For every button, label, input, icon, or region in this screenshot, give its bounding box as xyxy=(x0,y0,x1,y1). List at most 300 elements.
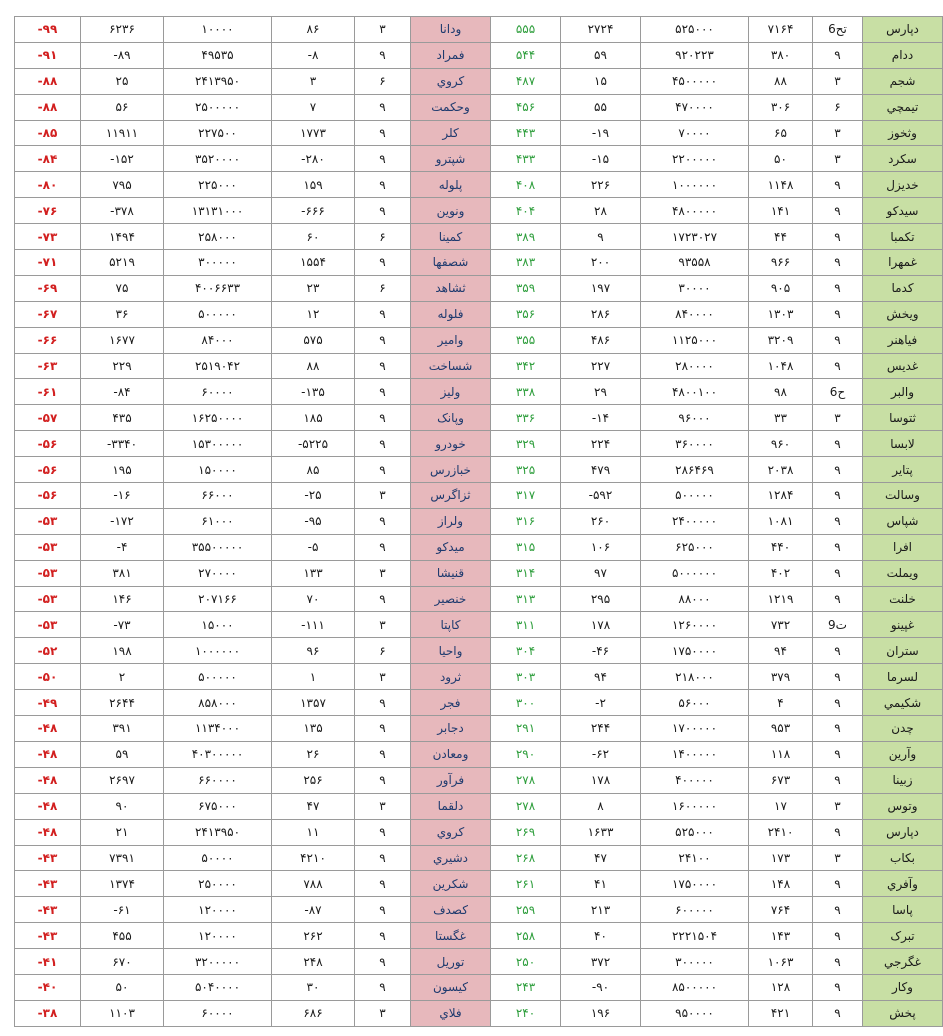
value-d-cell: ۸۸ xyxy=(749,68,813,94)
value-a-cell: ۶۲۳۶ xyxy=(81,17,164,43)
symbol-a-cell: شکیمي xyxy=(863,690,943,716)
symbol-b-cell: شکرین xyxy=(411,871,491,897)
volume-a-cell: ۸۴۰۰۰ xyxy=(164,327,272,353)
period-b-cell: ۹ xyxy=(813,560,863,586)
table-row xyxy=(15,198,943,224)
volume-a-cell: ۲۲۵۰۰۰ xyxy=(164,172,272,198)
volume-b-cell: ۲۱۸۰۰۰ xyxy=(641,664,749,690)
value-a-cell: -۱۵۲ xyxy=(81,146,164,172)
table-row xyxy=(15,483,943,509)
value-a-cell: ۲۱ xyxy=(81,819,164,845)
value-d-cell: ۱۳۰۳ xyxy=(749,301,813,327)
value-d-cell: ۳۷۹ xyxy=(749,664,813,690)
period-b-cell: ۹ xyxy=(813,716,863,742)
symbol-a-cell: غمهرا xyxy=(863,250,943,276)
score-cell: ۳۴۲ xyxy=(491,353,561,379)
value-b-cell: ۴۲۱۰ xyxy=(272,845,355,871)
period-a-cell: ۹ xyxy=(355,716,411,742)
table-row xyxy=(15,431,943,457)
value-a-cell: ۶۷۰ xyxy=(81,949,164,975)
value-d-cell: ۲۴۱۰ xyxy=(749,819,813,845)
value-c-cell: ۲۲۷ xyxy=(561,353,641,379)
value-d-cell: ۴۲۱ xyxy=(749,1000,813,1026)
score-cell: ۴۴۳ xyxy=(491,120,561,146)
volume-a-cell: ۳۲۰۰۰۰۰ xyxy=(164,949,272,975)
symbol-b-cell: فمراد xyxy=(411,42,491,68)
symbol-b-cell: کاپتا xyxy=(411,612,491,638)
rank-change-cell: -۴۸ xyxy=(15,741,81,767)
period-a-cell: ۶ xyxy=(355,638,411,664)
volume-a-cell: ۶۶۰۰۰ xyxy=(164,483,272,509)
rank-change-cell: -۸۵ xyxy=(15,120,81,146)
table-row xyxy=(15,974,943,1000)
value-c-cell: ۲۶۰ xyxy=(561,508,641,534)
value-c-cell: ۴۸۶ xyxy=(561,327,641,353)
period-a-cell: ۹ xyxy=(355,819,411,845)
value-c-cell: ۲۸۶ xyxy=(561,301,641,327)
table-row xyxy=(15,560,943,586)
table-row xyxy=(15,68,943,94)
table-row xyxy=(15,923,943,949)
period-a-cell: ۶ xyxy=(355,68,411,94)
score-cell: ۲۵۸ xyxy=(491,923,561,949)
value-b-cell: -۵۲۲۵ xyxy=(272,431,355,457)
volume-a-cell: ۱۳۱۳۱۰۰۰ xyxy=(164,198,272,224)
symbol-a-cell: ویخش xyxy=(863,301,943,327)
period-a-cell: ۳ xyxy=(355,17,411,43)
volume-a-cell: ۲۴۱۳۹۵۰ xyxy=(164,68,272,94)
symbol-b-cell: ثزاگرس xyxy=(411,483,491,509)
rank-change-cell: -۵۶ xyxy=(15,483,81,509)
period-a-cell: ۶ xyxy=(355,275,411,301)
symbol-b-cell: خبازرس xyxy=(411,457,491,483)
data-table xyxy=(14,16,943,1027)
table-row xyxy=(15,224,943,250)
table-row xyxy=(15,42,943,68)
volume-a-cell: ۱۵۰۰۰۰ xyxy=(164,457,272,483)
period-b-cell: ۳ xyxy=(813,405,863,431)
period-a-cell: ۹ xyxy=(355,508,411,534)
period-a-cell: ۳ xyxy=(355,793,411,819)
symbol-b-cell: شصفها xyxy=(411,250,491,276)
period-a-cell: ۹ xyxy=(355,871,411,897)
score-cell: ۳۱۷ xyxy=(491,483,561,509)
value-c-cell: -۱۴ xyxy=(561,405,641,431)
score-cell: ۲۷۸ xyxy=(491,793,561,819)
volume-b-cell: ۴۷۰۰۰۰ xyxy=(641,94,749,120)
value-a-cell: ۳۹۱ xyxy=(81,716,164,742)
value-a-cell: ۷۳۹۱ xyxy=(81,845,164,871)
volume-b-cell: ۲۲۲۱۵۰۴ xyxy=(641,923,749,949)
table-row xyxy=(15,845,943,871)
period-b-cell: ۹ xyxy=(813,457,863,483)
value-b-cell: ۱۳۳ xyxy=(272,560,355,586)
symbol-a-cell: غگرجي xyxy=(863,949,943,975)
symbol-a-cell: شجم xyxy=(863,68,943,94)
volume-a-cell: ۳۰۰۰۰۰ xyxy=(164,250,272,276)
period-a-cell: ۹ xyxy=(355,974,411,1000)
value-c-cell: ۴۱ xyxy=(561,871,641,897)
value-b-cell: ۵۷۵ xyxy=(272,327,355,353)
symbol-b-cell: ودانا xyxy=(411,17,491,43)
value-d-cell: ۴۴ xyxy=(749,224,813,250)
volume-b-cell: ۱۷۰۰۰۰۰ xyxy=(641,716,749,742)
symbol-b-cell: قنیشا xyxy=(411,560,491,586)
symbol-b-cell: میدکو xyxy=(411,534,491,560)
volume-b-cell: ۲۸۶۴۶۹ xyxy=(641,457,749,483)
value-a-cell: ۲۶۹۷ xyxy=(81,767,164,793)
period-b-cell: ۳ xyxy=(813,146,863,172)
period-b-cell: 6ح xyxy=(813,379,863,405)
table-row xyxy=(15,120,943,146)
table-row xyxy=(15,301,943,327)
value-d-cell: ۲۰۳۸ xyxy=(749,457,813,483)
period-a-cell: ۹ xyxy=(355,767,411,793)
symbol-a-cell: ثتوسا xyxy=(863,405,943,431)
volume-a-cell: ۲۲۷۵۰۰ xyxy=(164,120,272,146)
volume-b-cell: ۱۷۵۰۰۰۰ xyxy=(641,871,749,897)
symbol-b-cell: فلوله xyxy=(411,301,491,327)
symbol-a-cell: سکرد xyxy=(863,146,943,172)
value-a-cell: ۵۹ xyxy=(81,741,164,767)
value-a-cell: ۹۰ xyxy=(81,793,164,819)
symbol-b-cell: دلقما xyxy=(411,793,491,819)
value-c-cell: ۲۲۶ xyxy=(561,172,641,198)
value-a-cell: ۱۴۹۴ xyxy=(81,224,164,250)
table-row xyxy=(15,327,943,353)
volume-b-cell: ۵۶۰۰۰ xyxy=(641,690,749,716)
value-d-cell: ۶۵ xyxy=(749,120,813,146)
rank-change-cell: -۴۸ xyxy=(15,793,81,819)
rank-change-cell: -۸۰ xyxy=(15,172,81,198)
value-a-cell: ۵۶ xyxy=(81,94,164,120)
period-b-cell: ۹ xyxy=(813,534,863,560)
volume-b-cell: ۴۵۰۰۰۰۰ xyxy=(641,68,749,94)
volume-b-cell: ۳۰۰۰۰ xyxy=(641,275,749,301)
symbol-b-cell: غگستا xyxy=(411,923,491,949)
value-b-cell: ۷۸۸ xyxy=(272,871,355,897)
value-d-cell: ۱۴۱ xyxy=(749,198,813,224)
period-a-cell: ۳ xyxy=(355,664,411,690)
symbol-a-cell: سیدکو xyxy=(863,198,943,224)
rank-change-cell: -۷۳ xyxy=(15,224,81,250)
rank-change-cell: -۴۸ xyxy=(15,716,81,742)
score-cell: ۲۹۰ xyxy=(491,741,561,767)
value-c-cell: ۱۷۸ xyxy=(561,767,641,793)
symbol-b-cell: کیسون xyxy=(411,974,491,1000)
symbol-a-cell: لسرما xyxy=(863,664,943,690)
table-row xyxy=(15,379,943,405)
symbol-b-cell: ونوين xyxy=(411,198,491,224)
value-c-cell: ۲۰۰ xyxy=(561,250,641,276)
value-d-cell: ۱۰۸۱ xyxy=(749,508,813,534)
value-b-cell: ۸۵ xyxy=(272,457,355,483)
value-b-cell: ۱۳۵۷ xyxy=(272,690,355,716)
period-a-cell: ۹ xyxy=(355,301,411,327)
volume-b-cell: ۵۰۰۰۰۰ xyxy=(641,483,749,509)
table-row xyxy=(15,405,943,431)
symbol-b-cell: شپترو xyxy=(411,146,491,172)
symbol-a-cell: ستران xyxy=(863,638,943,664)
period-a-cell: ۳ xyxy=(355,1000,411,1026)
period-a-cell: ۹ xyxy=(355,146,411,172)
value-b-cell: ۱۵۹ xyxy=(272,172,355,198)
table-row xyxy=(15,457,943,483)
volume-b-cell: ۴۸۰۰۰۰۰ xyxy=(641,198,749,224)
symbol-b-cell: ولراز xyxy=(411,508,491,534)
table-row xyxy=(15,664,943,690)
score-cell: ۳۸۳ xyxy=(491,250,561,276)
value-c-cell: ۴۷۹ xyxy=(561,457,641,483)
period-a-cell: ۹ xyxy=(355,250,411,276)
symbol-a-cell: پاسا xyxy=(863,897,943,923)
symbol-a-cell: وثخوز xyxy=(863,120,943,146)
value-a-cell: -۳۷۸ xyxy=(81,198,164,224)
volume-b-cell: ۱۶۰۰۰۰۰ xyxy=(641,793,749,819)
symbol-b-cell: ولیز xyxy=(411,379,491,405)
volume-b-cell: ۹۵۰۰۰۰ xyxy=(641,1000,749,1026)
rank-change-cell: -۸۸ xyxy=(15,68,81,94)
rank-change-cell: -۴۱ xyxy=(15,949,81,975)
value-b-cell: ۱۱ xyxy=(272,819,355,845)
value-a-cell: -۸۴ xyxy=(81,379,164,405)
value-b-cell: ۲۶۲ xyxy=(272,923,355,949)
symbol-b-cell: کمینا xyxy=(411,224,491,250)
value-c-cell: ۵۹ xyxy=(561,42,641,68)
symbol-a-cell: تیمچي xyxy=(863,94,943,120)
value-d-cell: ۶۷۳ xyxy=(749,767,813,793)
period-b-cell: ۹ xyxy=(813,897,863,923)
rank-change-cell: -۵۳ xyxy=(15,534,81,560)
symbol-b-cell: کلر xyxy=(411,120,491,146)
period-a-cell: ۳ xyxy=(355,483,411,509)
period-b-cell: ۹ xyxy=(813,819,863,845)
period-a-cell: ۹ xyxy=(355,845,411,871)
volume-b-cell: ۷۰۰۰۰ xyxy=(641,120,749,146)
value-a-cell: ۲ xyxy=(81,664,164,690)
rank-change-cell: -۵۳ xyxy=(15,612,81,638)
period-b-cell: ۹ xyxy=(813,974,863,1000)
period-a-cell: ۹ xyxy=(355,172,411,198)
score-cell: ۲۷۸ xyxy=(491,767,561,793)
period-a-cell: ۹ xyxy=(355,690,411,716)
volume-a-cell: ۲۵۰۰۰۰۰ xyxy=(164,94,272,120)
value-b-cell: ۲۳ xyxy=(272,275,355,301)
value-d-cell: ۳۲۰۹ xyxy=(749,327,813,353)
symbol-b-cell: فجر xyxy=(411,690,491,716)
volume-b-cell: ۲۴۱۰۰ xyxy=(641,845,749,871)
volume-a-cell: ۲۷۰۰۰۰ xyxy=(164,560,272,586)
score-cell: ۲۹۱ xyxy=(491,716,561,742)
value-d-cell: ۱۷ xyxy=(749,793,813,819)
value-d-cell: ۹۵۳ xyxy=(749,716,813,742)
symbol-a-cell: زبینا xyxy=(863,767,943,793)
value-c-cell: ۱۰۶ xyxy=(561,534,641,560)
symbol-a-cell: وسالت xyxy=(863,483,943,509)
score-cell: ۴۳۳ xyxy=(491,146,561,172)
period-b-cell: ۹ xyxy=(813,301,863,327)
value-b-cell: -۸ xyxy=(272,42,355,68)
score-cell: ۳۱۱ xyxy=(491,612,561,638)
value-c-cell: -۵۹۲ xyxy=(561,483,641,509)
value-d-cell: ۱۱۸ xyxy=(749,741,813,767)
period-a-cell: ۹ xyxy=(355,949,411,975)
symbol-a-cell: ویملت xyxy=(863,560,943,586)
volume-a-cell: ۱۵۳۰۰۰۰۰ xyxy=(164,431,272,457)
symbol-a-cell: دپارس xyxy=(863,17,943,43)
symbol-b-cell: وحکمت xyxy=(411,94,491,120)
score-cell: ۳۳۶ xyxy=(491,405,561,431)
value-d-cell: ۷۳۲ xyxy=(749,612,813,638)
volume-b-cell: ۵۰۰۰۰۰۰ xyxy=(641,560,749,586)
period-b-cell: ۹ xyxy=(813,353,863,379)
rank-change-cell: -۴۳ xyxy=(15,871,81,897)
score-cell: ۳۱۳ xyxy=(491,586,561,612)
volume-b-cell: ۲۸۰۰۰۰ xyxy=(641,353,749,379)
period-b-cell: ۹ xyxy=(813,1000,863,1026)
score-cell: ۲۴۰ xyxy=(491,1000,561,1026)
volume-a-cell: ۶۱۰۰۰ xyxy=(164,508,272,534)
symbol-a-cell: پخش xyxy=(863,1000,943,1026)
value-c-cell: ۲۱۳ xyxy=(561,897,641,923)
rank-change-cell: -۴۳ xyxy=(15,845,81,871)
value-c-cell: ۵۵ xyxy=(561,94,641,120)
value-a-cell: ۲۶۴۴ xyxy=(81,690,164,716)
table-row xyxy=(15,172,943,198)
score-cell: ۳۰۴ xyxy=(491,638,561,664)
volume-b-cell: ۱۷۲۳۰۲۷ xyxy=(641,224,749,250)
score-cell: ۳۱۶ xyxy=(491,508,561,534)
period-a-cell: ۹ xyxy=(355,405,411,431)
period-b-cell: ۹ xyxy=(813,42,863,68)
value-d-cell: ۷۱۶۴ xyxy=(749,17,813,43)
period-b-cell: ۳ xyxy=(813,793,863,819)
volume-a-cell: ۱۶۲۵۰۰۰۰ xyxy=(164,405,272,431)
value-c-cell: ۳۷۲ xyxy=(561,949,641,975)
period-b-cell: ۹ xyxy=(813,741,863,767)
rank-change-cell: -۳۸ xyxy=(15,1000,81,1026)
rank-change-cell: -۹۱ xyxy=(15,42,81,68)
period-a-cell: ۹ xyxy=(355,897,411,923)
value-d-cell: ۱۲۸ xyxy=(749,974,813,1000)
score-cell: ۳۵۹ xyxy=(491,275,561,301)
table-row xyxy=(15,638,943,664)
volume-a-cell: ۵۰۰۰۰۰ xyxy=(164,664,272,690)
score-cell: ۲۶۱ xyxy=(491,871,561,897)
symbol-a-cell: خلنت xyxy=(863,586,943,612)
symbol-a-cell: شپاس xyxy=(863,508,943,534)
volume-a-cell: ۶۰۰۰۰ xyxy=(164,1000,272,1026)
volume-a-cell: ۱۱۳۴۰۰۰ xyxy=(164,716,272,742)
symbol-a-cell: لابسا xyxy=(863,431,943,457)
period-b-cell: ۳ xyxy=(813,845,863,871)
table-row xyxy=(15,1000,943,1026)
value-d-cell: ۴۰۲ xyxy=(749,560,813,586)
rank-change-cell: -۴۳ xyxy=(15,897,81,923)
period-b-cell: ۹ xyxy=(813,483,863,509)
value-c-cell: -۱۹ xyxy=(561,120,641,146)
table-row xyxy=(15,767,943,793)
period-a-cell: ۹ xyxy=(355,94,411,120)
score-cell: ۳۵۶ xyxy=(491,301,561,327)
volume-a-cell: ۸۵۸۰۰۰ xyxy=(164,690,272,716)
period-b-cell: ۳ xyxy=(813,68,863,94)
value-b-cell: ۶۸۶ xyxy=(272,1000,355,1026)
volume-a-cell: ۱۰۰۰۰ xyxy=(164,17,272,43)
value-c-cell: -۲ xyxy=(561,690,641,716)
value-b-cell: ۸۶ xyxy=(272,17,355,43)
period-b-cell: 9ت xyxy=(813,612,863,638)
score-cell: ۳۲۵ xyxy=(491,457,561,483)
rank-change-cell: -۶۹ xyxy=(15,275,81,301)
period-a-cell: ۳ xyxy=(355,612,411,638)
value-d-cell: ۹۸ xyxy=(749,379,813,405)
volume-b-cell: ۳۰۰۰۰۰ xyxy=(641,949,749,975)
value-d-cell: ۳۰۶ xyxy=(749,94,813,120)
period-b-cell: ۹ xyxy=(813,508,863,534)
rank-change-cell: -۵۲ xyxy=(15,638,81,664)
symbol-a-cell: دپارس xyxy=(863,819,943,845)
period-a-cell: ۹ xyxy=(355,42,411,68)
volume-a-cell: ۱۰۰۰۰۰۰ xyxy=(164,638,272,664)
value-a-cell: -۸۹ xyxy=(81,42,164,68)
value-b-cell: ۸۸ xyxy=(272,353,355,379)
value-c-cell: ۴۷ xyxy=(561,845,641,871)
value-a-cell: ۷۹۵ xyxy=(81,172,164,198)
rank-change-cell: -۵۳ xyxy=(15,586,81,612)
rank-change-cell: -۷۶ xyxy=(15,198,81,224)
period-b-cell: ۹ xyxy=(813,275,863,301)
symbol-b-cell: وپانک xyxy=(411,405,491,431)
table-row xyxy=(15,612,943,638)
rank-change-cell: -۸۴ xyxy=(15,146,81,172)
rank-change-cell: -۷۱ xyxy=(15,250,81,276)
symbol-a-cell: ددام xyxy=(863,42,943,68)
period-b-cell: ۹ xyxy=(813,431,863,457)
period-a-cell: ۳ xyxy=(355,560,411,586)
volume-a-cell: ۴۰۳۰۰۰۰۰ xyxy=(164,741,272,767)
volume-b-cell: ۱۷۵۰۰۰۰ xyxy=(641,638,749,664)
value-b-cell: ۷۰ xyxy=(272,586,355,612)
period-a-cell: ۹ xyxy=(355,198,411,224)
value-a-cell: -۴ xyxy=(81,534,164,560)
score-cell: ۵۴۴ xyxy=(491,42,561,68)
value-c-cell: ۲۹۵ xyxy=(561,586,641,612)
volume-a-cell: ۲۵۸۰۰۰ xyxy=(164,224,272,250)
value-c-cell: ۴۰ xyxy=(561,923,641,949)
value-a-cell: ۱۶۷۷ xyxy=(81,327,164,353)
symbol-a-cell: افرا xyxy=(863,534,943,560)
value-b-cell: ۲۴۸ xyxy=(272,949,355,975)
value-d-cell: ۳۳ xyxy=(749,405,813,431)
value-d-cell: ۱۱۴۸ xyxy=(749,172,813,198)
value-d-cell: ۴ xyxy=(749,690,813,716)
rank-change-cell: -۴۰ xyxy=(15,974,81,1000)
table-row xyxy=(15,94,943,120)
period-b-cell: ۹ xyxy=(813,586,863,612)
table-row xyxy=(15,275,943,301)
score-cell: ۳۳۸ xyxy=(491,379,561,405)
value-a-cell: ۱۴۶ xyxy=(81,586,164,612)
value-c-cell: ۲۸ xyxy=(561,198,641,224)
value-a-cell: ۵۰ xyxy=(81,974,164,1000)
value-a-cell: -۱۷۲ xyxy=(81,508,164,534)
symbol-a-cell: چدن xyxy=(863,716,943,742)
rank-change-cell: -۴۳ xyxy=(15,923,81,949)
symbol-b-cell: خنصیر xyxy=(411,586,491,612)
volume-b-cell: ۸۵۰۰۰۰۰ xyxy=(641,974,749,1000)
value-b-cell: ۱ xyxy=(272,664,355,690)
